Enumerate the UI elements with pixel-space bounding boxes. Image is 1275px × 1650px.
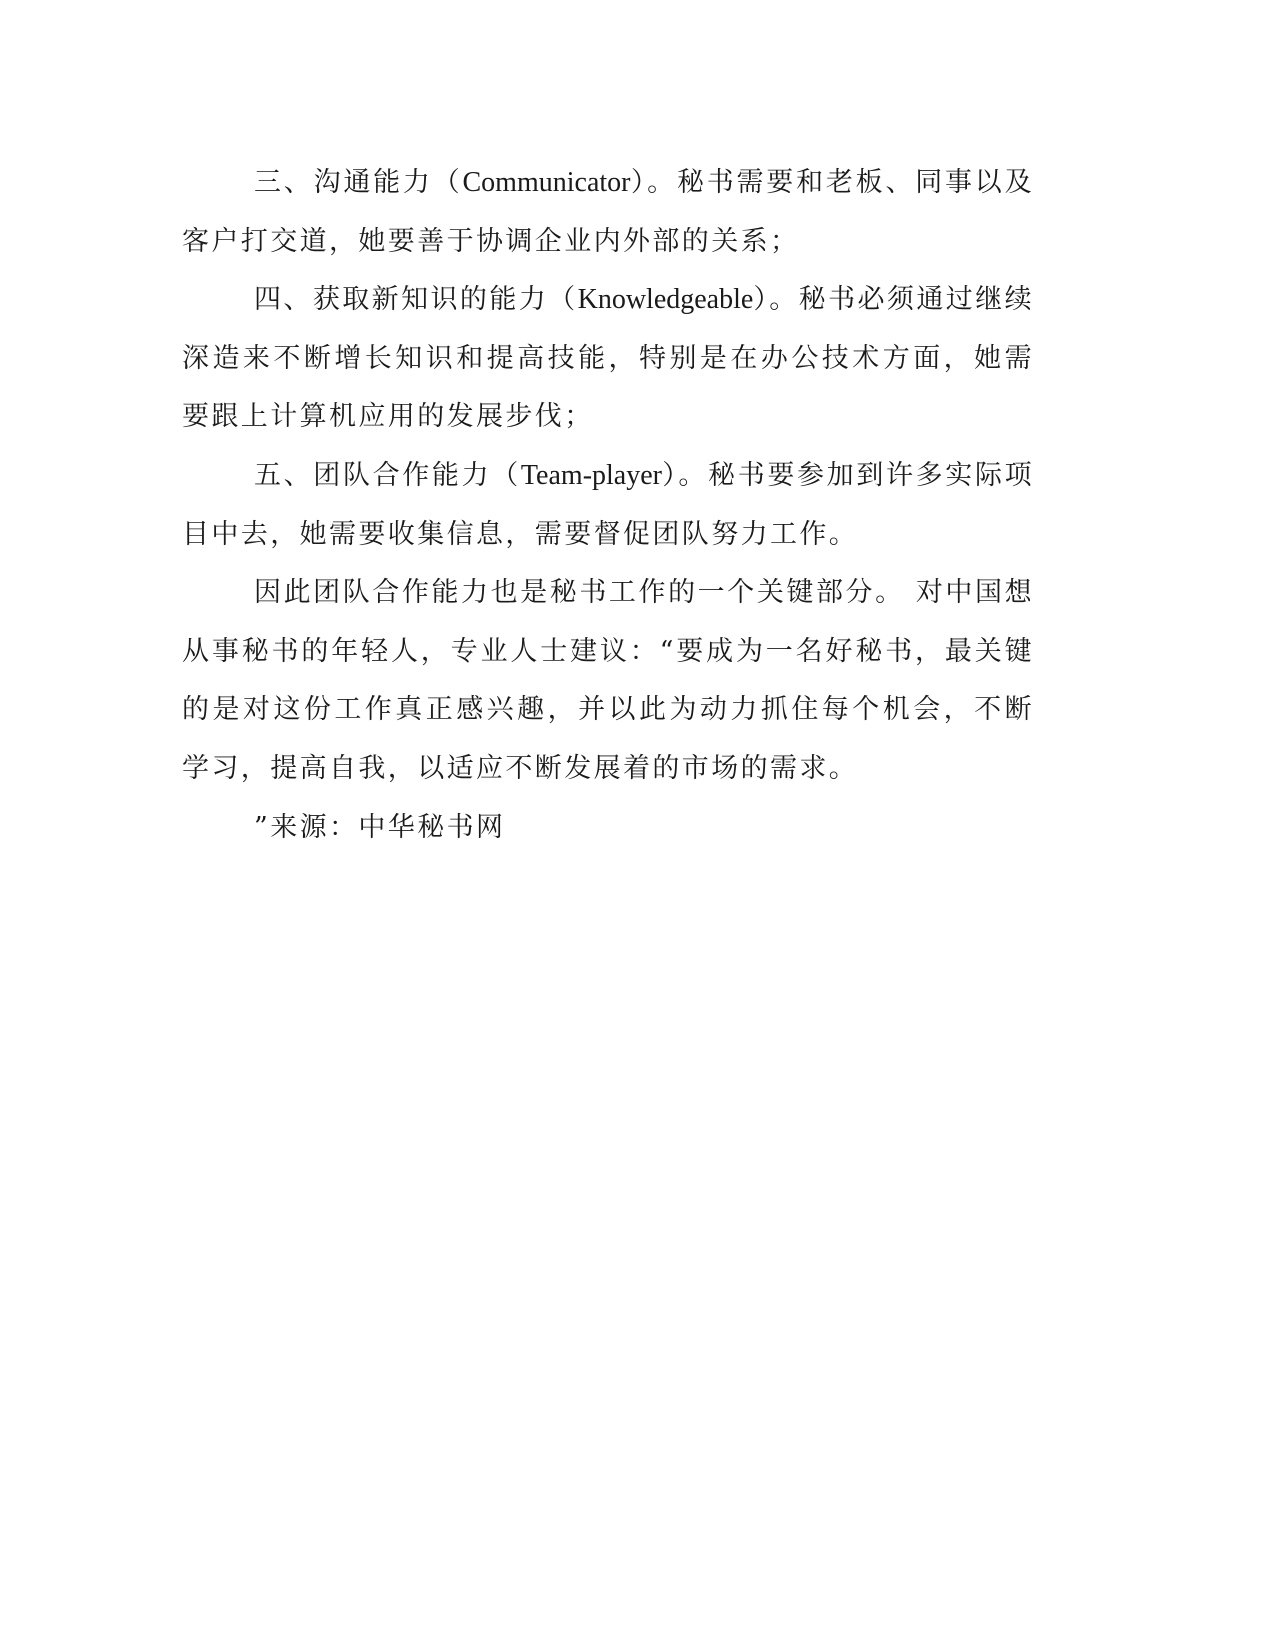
paragraph-source: ”来源：中华秘书网: [254, 811, 506, 843]
paragraph-team-player-body: ）。秘书要参加到许多实际项目中去，她需要收集信息，需要督促团队努力工作。: [182, 459, 1034, 550]
paragraph-team-player-lead: 五、团队合作能力（: [254, 459, 521, 491]
paragraph-communicator: [182, 154, 1034, 271]
paragraph-communicator-lead: 三、沟通能力（: [254, 167, 463, 198]
paragraph-knowledgeable-body: ）。秘书必须通过继续深造来不断增长知识和提高技能，特别是在办公技术方面，她需要跟上计算机应用的发展步伐；: [182, 284, 1035, 433]
term-communicator: Communicator: [462, 167, 631, 198]
paragraph-team-player: [182, 447, 1034, 564]
paragraph-knowledgeable: [182, 271, 1034, 447]
term-team-player: Team-player: [520, 459, 662, 491]
document-body: [182, 154, 1034, 857]
paragraph-knowledgeable-lead: 四、获取新知识的能力（: [254, 284, 578, 316]
term-knowledgeable: Knowledgeable: [577, 284, 754, 316]
paragraph-advice: 因此团队合作能力也是秘书工作的一个关键部分。 对中国想从事秘书的年轻人，专业人士建议：“要成为一名好秘书，最关键的是对这份工作真正感兴趣，并以此为动力抓住每个机会，不断学习，提高自我，以适应不断发展着的市场的需求。: [182, 577, 1034, 784]
paragraph-communicator-body: ）。秘书需要和老板、同事以及客户打交道，她要善于协调企业内外部的关系；: [182, 167, 1034, 257]
